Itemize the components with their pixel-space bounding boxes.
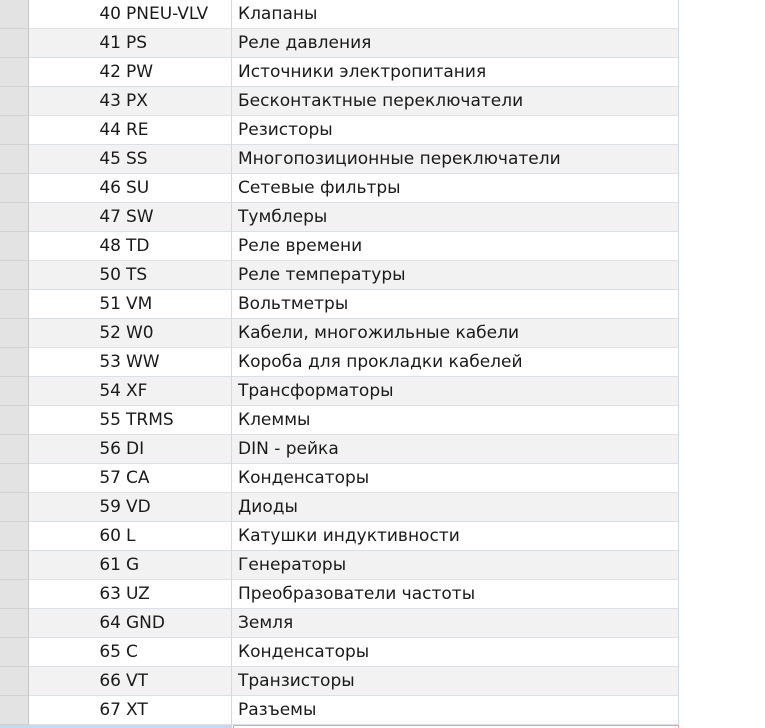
- description-cell[interactable]: Катушки индуктивности: [232, 522, 679, 551]
- table-row[interactable]: [0, 493, 765, 522]
- description-cell[interactable]: Тумблеры: [232, 203, 679, 232]
- code-cell[interactable]: G: [121, 551, 232, 580]
- record-selector[interactable]: [0, 638, 29, 667]
- table-row[interactable]: [0, 667, 765, 696]
- code-cell[interactable]: VT: [121, 667, 232, 696]
- record-selector[interactable]: [0, 406, 29, 435]
- description-cell[interactable]: Преобразователи частоты: [232, 580, 679, 609]
- table-row[interactable]: [0, 696, 765, 725]
- description-cell[interactable]: Разъемы: [232, 696, 679, 725]
- description-cell[interactable]: Резисторы: [232, 116, 679, 145]
- record-selector[interactable]: [0, 203, 29, 232]
- description-cell[interactable]: Кабели, многожильные кабели: [232, 319, 679, 348]
- record-selector[interactable]: [0, 261, 29, 290]
- table-row[interactable]: [0, 609, 765, 638]
- id-cell[interactable]: 56: [29, 435, 121, 464]
- table-row[interactable]: [0, 29, 765, 58]
- table-row[interactable]: [0, 464, 765, 493]
- description-cell[interactable]: Источники электропитания: [232, 58, 679, 87]
- code-cell[interactable]: RE: [121, 116, 232, 145]
- table-row[interactable]: [0, 638, 765, 667]
- id-cell[interactable]: 60: [29, 522, 121, 551]
- description-cell[interactable]: Земля: [232, 609, 679, 638]
- record-selector[interactable]: [0, 667, 29, 696]
- record-selector[interactable]: [0, 551, 29, 580]
- record-selector[interactable]: [0, 493, 29, 522]
- code-cell[interactable]: DI: [121, 435, 232, 464]
- record-selector[interactable]: [0, 319, 29, 348]
- record-selector[interactable]: [0, 522, 29, 551]
- id-cell[interactable]: 51: [29, 290, 121, 319]
- id-cell[interactable]: 65: [29, 638, 121, 667]
- id-cell[interactable]: 67: [29, 696, 121, 725]
- record-selector[interactable]: [0, 58, 29, 87]
- record-selector[interactable]: [0, 290, 29, 319]
- code-cell[interactable]: PS: [121, 29, 232, 58]
- id-cell[interactable]: 64: [29, 609, 121, 638]
- record-selector[interactable]: [0, 145, 29, 174]
- record-selector[interactable]: [0, 29, 29, 58]
- code-cell[interactable]: GND: [121, 609, 232, 638]
- id-cell[interactable]: 50: [29, 261, 121, 290]
- code-cell[interactable]: VM: [121, 290, 232, 319]
- id-cell[interactable]: 45: [29, 145, 121, 174]
- table-row[interactable]: [0, 232, 765, 261]
- description-cell[interactable]: Реле температуры: [232, 261, 679, 290]
- description-cell[interactable]: Диоды: [232, 493, 679, 522]
- id-cell[interactable]: 40: [29, 0, 121, 29]
- description-cell[interactable]: Клапаны: [232, 0, 679, 29]
- table-row[interactable]: [0, 348, 765, 377]
- code-cell[interactable]: TS: [121, 261, 232, 290]
- description-cell[interactable]: Реле давления: [232, 29, 679, 58]
- code-cell[interactable]: XT: [121, 696, 232, 725]
- table-row[interactable]: [0, 116, 765, 145]
- description-cell[interactable]: Конденсаторы: [232, 464, 679, 493]
- id-cell[interactable]: 43: [29, 87, 121, 116]
- code-cell[interactable]: PNEU-VLV: [121, 0, 232, 29]
- table-row[interactable]: [0, 87, 765, 116]
- code-cell[interactable]: XF: [121, 377, 232, 406]
- table-row[interactable]: [0, 203, 765, 232]
- code-cell[interactable]: TD: [121, 232, 232, 261]
- record-selector[interactable]: [0, 609, 29, 638]
- id-cell[interactable]: 61: [29, 551, 121, 580]
- id-cell[interactable]: 57: [29, 464, 121, 493]
- table-row[interactable]: [0, 58, 765, 87]
- description-cell[interactable]: Транзисторы: [232, 667, 679, 696]
- code-cell[interactable]: PX: [121, 87, 232, 116]
- record-selector[interactable]: [0, 580, 29, 609]
- record-selector[interactable]: [0, 0, 29, 29]
- table-row[interactable]: [0, 522, 765, 551]
- code-cell[interactable]: L: [121, 522, 232, 551]
- table-row[interactable]: [0, 261, 765, 290]
- table-row[interactable]: [0, 290, 765, 319]
- code-cell[interactable]: SU: [121, 174, 232, 203]
- code-cell[interactable]: W0: [121, 319, 232, 348]
- code-cell[interactable]: C: [121, 638, 232, 667]
- table-row[interactable]: [0, 145, 765, 174]
- id-cell[interactable]: 66: [29, 667, 121, 696]
- record-selector[interactable]: [0, 174, 29, 203]
- description-cell[interactable]: Реле времени: [232, 232, 679, 261]
- code-cell[interactable]: SS: [121, 145, 232, 174]
- code-cell[interactable]: CA: [121, 464, 232, 493]
- code-cell[interactable]: UZ: [121, 580, 232, 609]
- table-row[interactable]: [0, 580, 765, 609]
- id-cell[interactable]: 47: [29, 203, 121, 232]
- record-selector[interactable]: [0, 464, 29, 493]
- table-row[interactable]: [0, 551, 765, 580]
- description-cell[interactable]: Клеммы: [232, 406, 679, 435]
- record-selector[interactable]: [0, 116, 29, 145]
- description-cell[interactable]: Конденсаторы: [232, 638, 679, 667]
- id-cell[interactable]: 54: [29, 377, 121, 406]
- record-selector[interactable]: [0, 435, 29, 464]
- description-cell[interactable]: DIN - рейка: [232, 435, 679, 464]
- record-selector[interactable]: [0, 348, 29, 377]
- table-row[interactable]: [0, 435, 765, 464]
- id-cell[interactable]: 42: [29, 58, 121, 87]
- id-cell[interactable]: 44: [29, 116, 121, 145]
- record-selector[interactable]: [0, 87, 29, 116]
- code-cell[interactable]: TRMS: [121, 406, 232, 435]
- table-row[interactable]: [0, 0, 765, 29]
- table-row[interactable]: [0, 406, 765, 435]
- id-cell[interactable]: 46: [29, 174, 121, 203]
- description-cell[interactable]: Генераторы: [232, 551, 679, 580]
- id-cell[interactable]: 55: [29, 406, 121, 435]
- id-cell[interactable]: 59: [29, 493, 121, 522]
- description-cell[interactable]: Многопозиционные переключатели: [232, 145, 679, 174]
- code-cell[interactable]: VD: [121, 493, 232, 522]
- description-cell[interactable]: Сетевые фильтры: [232, 174, 679, 203]
- description-cell[interactable]: Короба для прокладки кабелей: [232, 348, 679, 377]
- id-cell[interactable]: 53: [29, 348, 121, 377]
- description-cell[interactable]: Вольтметры: [232, 290, 679, 319]
- table-row[interactable]: [0, 174, 765, 203]
- code-cell[interactable]: WW: [121, 348, 232, 377]
- code-cell[interactable]: PW: [121, 58, 232, 87]
- id-cell[interactable]: 63: [29, 580, 121, 609]
- description-cell[interactable]: Трансформаторы: [232, 377, 679, 406]
- record-selector[interactable]: [0, 377, 29, 406]
- id-cell[interactable]: 41: [29, 29, 121, 58]
- record-selector[interactable]: [0, 696, 29, 725]
- description-cell[interactable]: Бесконтактные переключатели: [232, 87, 679, 116]
- id-cell[interactable]: 52: [29, 319, 121, 348]
- id-cell[interactable]: 48: [29, 232, 121, 261]
- record-selector[interactable]: [0, 232, 29, 261]
- table-row[interactable]: [0, 319, 765, 348]
- table-row[interactable]: [0, 377, 765, 406]
- code-cell[interactable]: SW: [121, 203, 232, 232]
